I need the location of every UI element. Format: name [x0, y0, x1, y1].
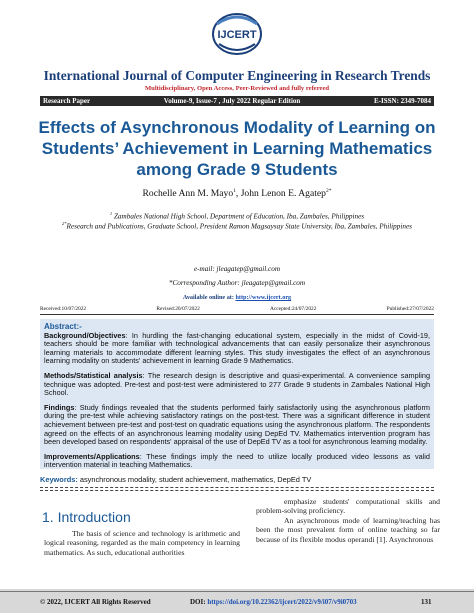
background-text: : In hurdling the fast-changing educational system, especially in the midst of Covid-19, teachers should be more familiar with technological advancements that can easily personalize their asynchronous learning materials to accommodate different learning styles. This study investigates the effect of an asynchronous learning modality on students' achievement in learning Grade 9 Mathematics.: [44, 330, 430, 366]
methods-label: Methods/Statistical analysis: [44, 370, 143, 380]
author-separator: ,: [235, 188, 241, 200]
date-published: Published:27/07/2022: [386, 306, 434, 312]
right-paragraph-1: emphasize students' computational skills and problem-solving proficiency.: [256, 497, 440, 516]
footer-copyright: © 2022, IJCERT All Rights Reserved: [40, 598, 151, 606]
journal-name: International Journal of Computer Engineering in Research Trends: [43, 68, 431, 83]
keywords: [40, 475, 434, 484]
methods-text: : The research design is descriptive and quasi-experimental. A convenience sampling technique was adopted. Pre-test and post-test were administered to 277 Grade 9 students in Zambales National High School.: [44, 370, 431, 398]
paper-type: Research Paper: [43, 97, 91, 105]
abstract-methods: [44, 372, 430, 398]
doi-label: DOI:: [190, 598, 208, 606]
date-accepted: Accepted:24/07/2022: [270, 306, 317, 312]
journal-url-link[interactable]: http://www.ijcert.org: [235, 294, 292, 301]
keywords-text: asynchronous modality, student achievement, mathematics, DepEd TV: [77, 475, 312, 484]
article-dates: [40, 306, 434, 315]
logo-text: IJCERT: [217, 29, 257, 41]
keywords-divider: [40, 487, 434, 488]
available-online: [0, 294, 474, 301]
date-received: Received:10/07/2022: [40, 306, 87, 312]
author-2: John Lenon E. Agatep: [240, 188, 326, 200]
footer-rule: [0, 591, 474, 592]
author-2-sup: 2*: [325, 188, 332, 194]
date-revised: Revised:20/07/2022: [156, 306, 200, 312]
footer-doi: [190, 598, 357, 606]
page-footer: [0, 589, 474, 613]
issue-bar: [40, 96, 434, 106]
volume-info: Volume-9, Issue-7 , July 2022 Regular Edition: [163, 97, 301, 105]
corresponding-author: *Corresponding Author: jleagatep@gmail.com: [168, 279, 306, 287]
available-label: Available online at:: [182, 294, 236, 301]
body-column-right: [256, 497, 440, 544]
page-number: 131: [421, 598, 432, 606]
affiliation-1-sup: 1: [109, 211, 113, 216]
abstract-box: [40, 319, 434, 469]
affiliation-2-text: Research and Publications, Graduate School, President Ramon Magsaysay State University, Iba, Zambales, Philippines: [66, 222, 412, 231]
abstract-improvements: [44, 453, 430, 470]
keywords-label: Keywords:: [40, 475, 78, 484]
right-paragraph-2: An asynchronous mode of learning/teaching has been the most prevalent form of online teaching so far because of its flexible modus operandi [1]. Asynchronous: [256, 515, 440, 544]
body-column-left: The basis of science and technology is arithmetic and logical reasoning, regarded as the main competency in learning mathematics. As such, educational authorities: [44, 529, 240, 557]
section-heading-introduction: 1. Introduction: [42, 509, 131, 525]
abstract-findings: [44, 404, 430, 447]
author-1-sup: 1: [233, 188, 236, 194]
email-line: e-mail: jleagatep@gmail.com: [193, 265, 281, 273]
findings-label: Findings: [44, 402, 75, 412]
journal-tagline: Multidisciplinary, Open Access, Peer-Reviewed and fully refereed: [144, 85, 330, 92]
affiliation-1-text: Zambales National High School, Department of Education, Iba, Zambales, Philippines: [112, 212, 365, 221]
keywords-divider-2: [40, 490, 434, 491]
issn: E-ISSN: 2349-7084: [374, 97, 431, 105]
findings-text: : Study findings revealed that the students performed fairly satisfactorily using the asynchronous platform during the pre-test while achieving satisfactory ratings on the post-test. There was a significant difference in student achievement between pre-test and post-test on quadratic equations using the asynchronous platform. The respondents agreed on the effects of an asynchronous learning modality using DepEd TV. Mathematics intervention program has been developed based on respondents' appraisal of the use of DepEd TV as a tool for asynchronous learning modality.: [44, 402, 430, 447]
author-line: [0, 188, 474, 199]
improvements-label: Improvements/Applications: [44, 451, 140, 461]
abstract-background: [44, 332, 430, 366]
affiliation-2: [0, 221, 474, 230]
background-label: Background/Objectives: [44, 330, 126, 340]
author-1: Rochelle Ann M. Mayo: [142, 188, 234, 200]
journal-logo: [207, 8, 267, 66]
affiliation-1: [0, 211, 474, 220]
doi-link[interactable]: https://doi.org/10.22362/ijcert/2022/v9/i07/v9i0703: [207, 598, 357, 606]
article-title: Effects of Asynchronous Modality of Learning on Students’ Achievement in Learning Mathematics among Grade 9 Students: [38, 118, 436, 179]
affiliation-2-sup: 2*: [62, 221, 67, 226]
abstract-heading: Abstract:-: [44, 322, 82, 331]
improvements-text: : These findings imply the need to utilize locally produced video lessons as valid intervention material in teaching Mathematics.: [44, 451, 430, 470]
